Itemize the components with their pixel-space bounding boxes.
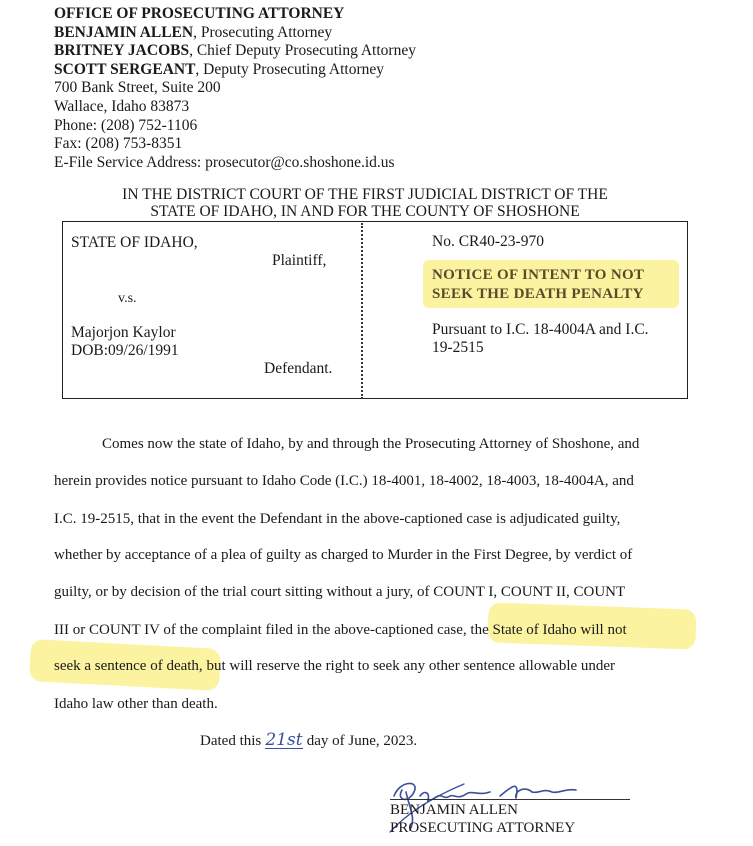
defendant-label: Defendant. bbox=[264, 360, 333, 377]
address-line-1: 700 Bank Street, Suite 200 bbox=[54, 79, 221, 97]
dated-day: 21st bbox=[265, 730, 303, 750]
defendant-name: Majorjon Kaylor bbox=[71, 324, 176, 341]
body-line-8: Idaho law other than death. bbox=[54, 696, 218, 712]
body-line-7 bbox=[54, 656, 615, 676]
body-line-4: whether by acceptance of a plea of guilty as charged to Murder in the First Degree, by verdict of bbox=[54, 547, 633, 563]
court-heading-line-2: STATE OF IDAHO, IN AND FOR THE COUNTY OF SHOSHONE bbox=[150, 203, 580, 220]
chief-deputy-line: BRITNEY JACOBS, Chief Deputy Prosecuting Attorney bbox=[54, 42, 416, 60]
pursuant-line-2: 19-2515 bbox=[432, 339, 484, 356]
document-title-line-2: SEEK THE DEATH PENALTY bbox=[432, 286, 644, 302]
body-line-3: I.C. 19-2515, that in the event the Defendant in the above-captioned case is adjudicated guilty, bbox=[54, 511, 621, 527]
fax: Fax: (208) 753-8351 bbox=[54, 135, 183, 153]
letterhead bbox=[54, 5, 416, 172]
plaintiff-label: Plaintiff, bbox=[272, 252, 327, 269]
case-number: No. CR40-23-970 bbox=[432, 233, 544, 250]
efile-address: E-File Service Address: prosecutor@co.shoshone.id.us bbox=[54, 153, 395, 171]
dated-line bbox=[200, 731, 417, 751]
deputy-line: SCOTT SERGEANT, Deputy Prosecuting Attorney bbox=[54, 60, 384, 78]
versus: v.s. bbox=[118, 291, 137, 306]
signature-line bbox=[390, 799, 630, 800]
body-line-5: guilty, or by decision of the trial court sitting without a jury, of COUNT I, COUNT II, COUNT bbox=[54, 584, 626, 600]
address-line-2: Wallace, Idaho 83873 bbox=[54, 97, 190, 115]
caption-divider bbox=[361, 223, 363, 399]
body-line-6 bbox=[54, 620, 627, 640]
body-line-6-start: III or COUNT IV of the complaint filed in the above-captioned case, bbox=[54, 622, 467, 638]
dated-prefix: Dated this bbox=[200, 733, 262, 749]
phone: Phone: (208) 752-1106 bbox=[54, 116, 198, 134]
office-name: OFFICE OF PROSECUTING ATTORNEY bbox=[54, 5, 345, 22]
body-line-1: Comes now the state of Idaho, by and through the Prosecuting Attorney of Shoshone, and bbox=[102, 436, 640, 452]
signature-block bbox=[390, 801, 575, 837]
defendant-dob: DOB:09/26/1991 bbox=[71, 342, 179, 359]
plaintiff-party: STATE OF IDAHO, bbox=[71, 234, 198, 251]
body-line-7-highlighted: seek a sentence of death, bbox=[54, 658, 203, 674]
pursuant-line-1: Pursuant to I.C. 18-4004A and I.C. bbox=[432, 321, 649, 338]
attorney-line: BENJAMIN ALLEN, Prosecuting Attorney bbox=[54, 23, 333, 41]
body-line-7-end: but will reserve the right to seek any other sentence allowable under bbox=[202, 658, 616, 674]
body-line-6-highlighted: the State of Idaho will not bbox=[466, 622, 627, 638]
signer-title: PROSECUTING ATTORNEY bbox=[390, 820, 576, 836]
body-line-2: herein provides notice pursuant to Idaho Code (I.C.) 18-4001, 18-4002, 18-4003, 18-4004A, and bbox=[54, 473, 634, 489]
signer-name: BENJAMIN ALLEN bbox=[390, 802, 518, 818]
court-heading-line-1: IN THE DISTRICT COURT OF THE FIRST JUDICIAL DISTRICT OF THE bbox=[122, 186, 608, 203]
dated-suffix: day of June, 2023. bbox=[306, 733, 418, 749]
court-heading bbox=[0, 186, 730, 220]
document-title bbox=[432, 266, 644, 304]
document-title-line-1: NOTICE OF INTENT TO NOT bbox=[432, 267, 645, 283]
